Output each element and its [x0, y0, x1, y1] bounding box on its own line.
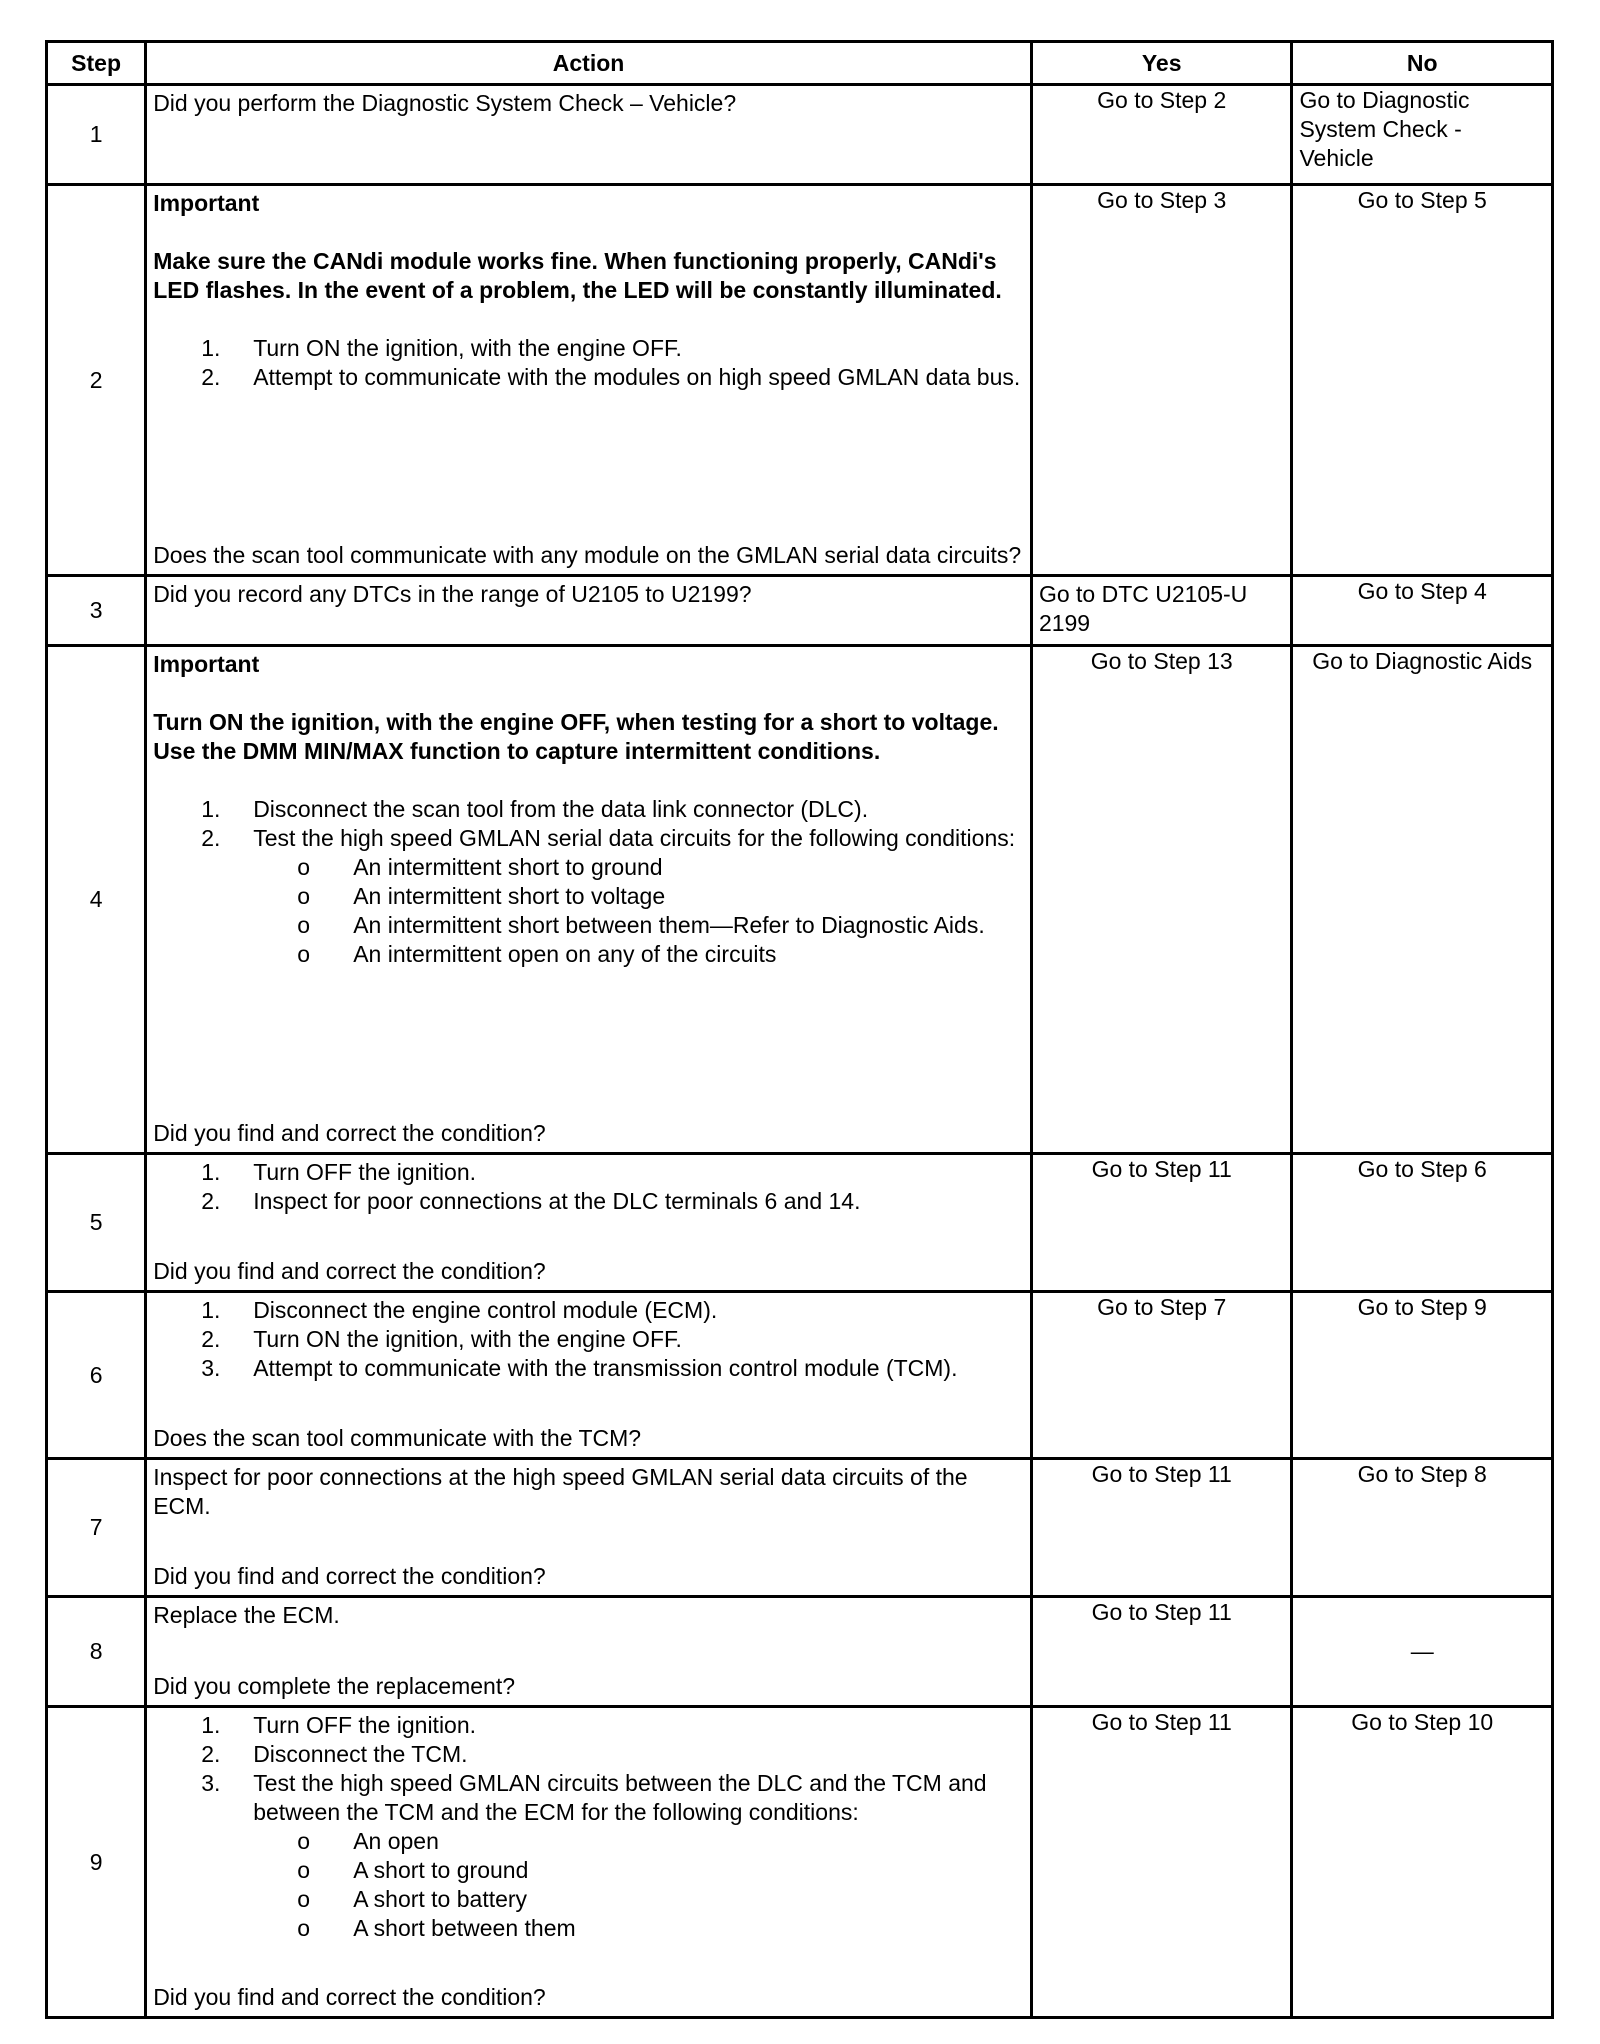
question-text: Did you find and correct the condition?	[153, 1563, 546, 1589]
condition-list	[153, 1827, 1024, 1943]
step-number: 8	[47, 1597, 146, 1707]
header-action: Action	[146, 42, 1032, 85]
no-cell: —	[1292, 1597, 1553, 1707]
condition-list	[153, 853, 1024, 969]
table-row	[47, 1292, 1553, 1459]
procedure-list	[153, 1711, 1024, 1943]
question-text: Does the scan tool communicate with any module on the GMLAN serial data circuits?	[153, 542, 1022, 568]
action-cell	[146, 1292, 1032, 1459]
action-cell	[146, 1597, 1032, 1707]
yes-cell	[1031, 576, 1292, 646]
important-title: Important	[153, 190, 260, 216]
action-cell	[146, 1459, 1032, 1597]
list-item: 3. Test the high speed GMLAN circuits between the DLC and the TCM and between the TCM and the ECM for the following conditions: o An open o A short to ground o A short to battery o A short between them	[153, 1769, 1024, 1943]
table-row	[47, 576, 1553, 646]
step-number: 4	[47, 646, 146, 1154]
step-number: 6	[47, 1292, 146, 1459]
step-number: 1	[47, 85, 146, 185]
important-title: Important	[153, 651, 260, 677]
list-item: 1. Turn OFF the ignition.	[201, 1712, 477, 1738]
question-text: Did you record any DTCs in the range of U2105 to U2199?	[153, 581, 752, 607]
yes-cell: Go to Step 11	[1031, 1154, 1292, 1292]
yes-cell: Go to Step 13	[1031, 646, 1292, 1154]
table-row	[47, 646, 1553, 1154]
table-row	[47, 85, 1553, 185]
table-row	[47, 185, 1553, 576]
action-cell	[146, 185, 1032, 576]
list-item: 3. Attempt to communicate with the transmission control module (TCM).	[201, 1355, 958, 1381]
step-number: 5	[47, 1154, 146, 1292]
procedure-list	[153, 1158, 1024, 1216]
action-cell	[146, 576, 1032, 646]
no-cell: Go to Step 4	[1292, 576, 1553, 646]
header-step: Step	[47, 42, 146, 85]
list-item: o An intermittent short to ground	[297, 854, 663, 880]
procedure-list	[153, 334, 1024, 392]
action-cell	[146, 1154, 1032, 1292]
action-cell	[146, 1707, 1032, 2018]
table-row	[47, 1707, 1553, 2018]
no-cell: Go to Diagnostic Aids	[1292, 646, 1553, 1154]
header-no: No	[1292, 42, 1553, 85]
yes-text: Go to DTC U2105-U2199	[1038, 581, 1248, 636]
important-text: Make sure the CANdi module works fine. When functioning properly, CANdi's LED flashes. In the event of a problem, the LED will be constantly illuminated.	[153, 248, 1002, 303]
no-cell: Go to Step 6	[1292, 1154, 1553, 1292]
no-text: Go to Diagnostic System Check - Vehicle	[1299, 87, 1470, 171]
no-cell: Go to Step 10	[1292, 1707, 1553, 2018]
yes-cell: Go to Step 7	[1031, 1292, 1292, 1459]
table-row	[47, 1597, 1553, 1707]
list-item: o An intermittent short between them—Refer to Diagnostic Aids.	[297, 912, 985, 938]
list-item: 2. Turn ON the ignition, with the engine OFF.	[201, 1326, 682, 1352]
list-item: o An intermittent short to voltage	[297, 883, 666, 909]
question-text: Does the scan tool communicate with the TCM?	[153, 1425, 642, 1451]
question-text: Did you find and correct the condition?	[153, 1984, 546, 2010]
list-item: o An open	[297, 1828, 439, 1854]
list-item: 1. Turn OFF the ignition.	[201, 1159, 477, 1185]
no-cell	[1292, 85, 1553, 185]
no-cell: Go to Step 5	[1292, 185, 1553, 576]
header-yes: Yes	[1031, 42, 1292, 85]
list-item: 1. Disconnect the engine control module (ECM).	[201, 1297, 718, 1323]
list-item: 1. Disconnect the scan tool from the data link connector (DLC).	[201, 796, 869, 822]
list-item: o A short to battery	[297, 1886, 528, 1912]
yes-cell: Go to Step 2	[1031, 85, 1292, 185]
list-item: 1. Turn ON the ignition, with the engine OFF.	[201, 335, 682, 361]
intro-text: Inspect for poor connections at the high speed GMLAN serial data circuits of the ECM.	[153, 1464, 968, 1519]
question-text: Did you perform the Diagnostic System Check – Vehicle?	[153, 90, 737, 116]
list-item: 2. Inspect for poor connections at the DLC terminals 6 and 14.	[201, 1188, 861, 1214]
question-text: Did you find and correct the condition?	[153, 1258, 546, 1284]
yes-cell: Go to Step 11	[1031, 1597, 1292, 1707]
intro-text: Replace the ECM.	[153, 1602, 340, 1628]
diagnostic-table	[45, 40, 1554, 2019]
question-text: Did you find and correct the condition?	[153, 1120, 546, 1146]
list-item: 2. Test the high speed GMLAN serial data circuits for the following conditions: o An intermittent short to ground o An intermittent short to voltage o An intermittent short between them—Refer to Diagnostic Aids. o An intermittent open on any of the circuits	[153, 824, 1024, 969]
action-cell	[146, 646, 1032, 1154]
no-cell: Go to Step 8	[1292, 1459, 1553, 1597]
important-text: Turn ON the ignition, with the engine OFF, when testing for a short to voltage. Use the DMM MIN/MAX function to capture intermittent conditions.	[153, 709, 999, 764]
list-item: o An intermittent open on any of the circuits	[297, 941, 777, 967]
step-number: 7	[47, 1459, 146, 1597]
yes-cell: Go to Step 11	[1031, 1707, 1292, 2018]
procedure-list	[153, 795, 1024, 969]
no-cell: Go to Step 9	[1292, 1292, 1553, 1459]
list-item: o A short to ground	[297, 1857, 529, 1883]
action-cell	[146, 85, 1032, 185]
yes-cell: Go to Step 3	[1031, 185, 1292, 576]
question-text: Did you complete the replacement?	[153, 1673, 515, 1699]
header-row	[47, 42, 1553, 85]
procedure-list	[153, 1296, 1024, 1383]
step-number: 9	[47, 1707, 146, 2018]
step-number: 2	[47, 185, 146, 576]
list-item: 2. Disconnect the TCM.	[201, 1741, 468, 1767]
list-item: 2. Attempt to communicate with the modules on high speed GMLAN data bus.	[201, 364, 1021, 390]
table-row	[47, 1459, 1553, 1597]
list-item: o A short between them	[297, 1915, 576, 1941]
yes-cell: Go to Step 11	[1031, 1459, 1292, 1597]
table-row	[47, 1154, 1553, 1292]
step-number: 3	[47, 576, 146, 646]
